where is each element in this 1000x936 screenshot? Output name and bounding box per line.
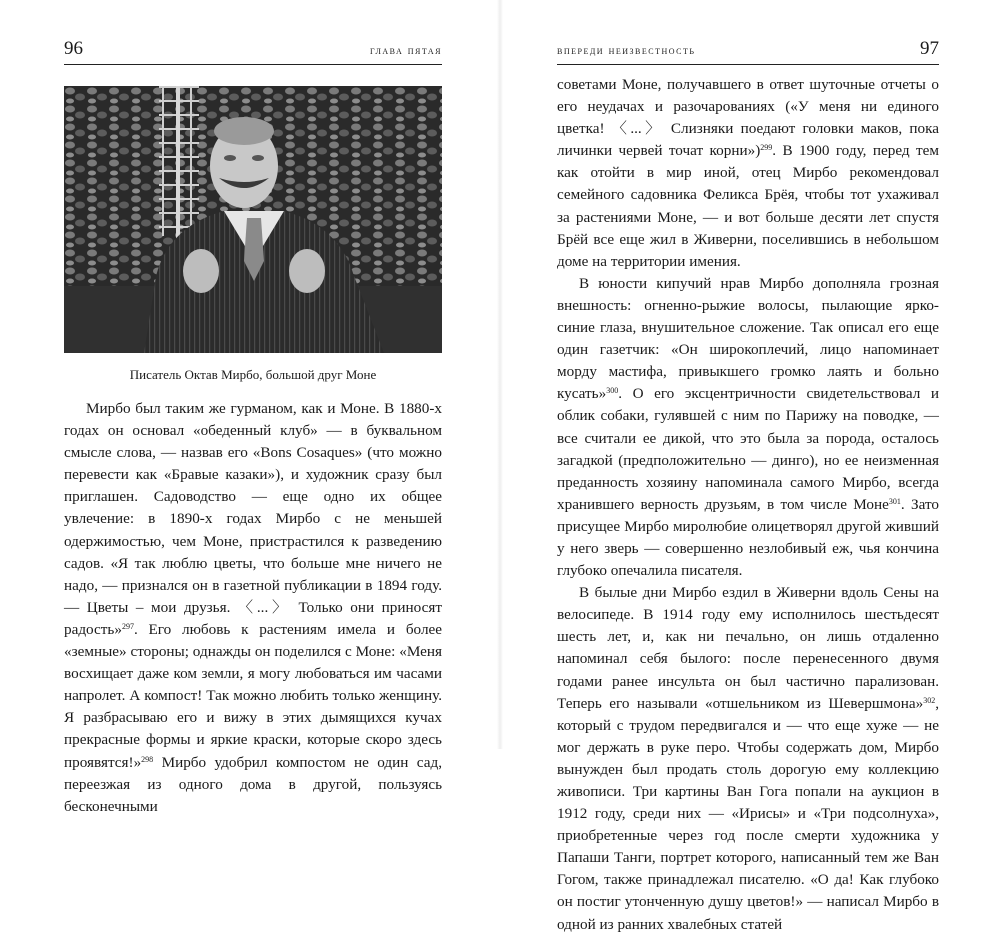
body-text: . В 1900 году, перед тем как отойти в мир иной, отец Мирбо рекомендовал семейного садовника Феликса Брёя, чтобы тот ухаживал за растениями Моне, — и вот больше десяти лет спустя Брёй все еще жил в Живерни, поселившись в небольшом доме на территории имения. (557, 142, 939, 270)
mirbeau-photo (64, 86, 442, 353)
body-text: В юности кипучий нрав Мирбо дополняла грозная внешность: огненно-рыжие волосы, пылающие ярко-синие глаза, внушительное сложение. Так описал его еще один газетчик: «Он широкоплечий, лицо напоминает морду мастифа, привыкшего громко лаять и больно кусать» (557, 274, 939, 403)
body-text: , который с трудом передвигался и — что еще хуже — не мог держать в руке перо. Чтобы содержать дом, Мирбо вынужден был продать столь дорогую ему коллекцию живописи. Три картины Ван Гога попали на аукцион в 1912 году, среди них — «Ирисы» и «Три подсолнуха», приобретенные через год после смерти художника у Папаши Танги, портрет которого, написанный тем же Ван Гогом, также принадлежал писателю. «О да! Как глубоко он постиг утонченную душу цветов!» — написал Мирбо в одной из ранних хвалебных статей (557, 694, 939, 933)
right-page-number: 97 (920, 38, 939, 59)
footnote-ref: 297 (121, 621, 134, 631)
body-text: . О его эксцентричности свидетельствовал и облик собаки, гулявшей с ним по Парижу на поводке, — все считали ее дикой, что это была за порода, осталось загадкой (предположительно — динго), но ее неизменная преданность хозяину напоминала самого Мирбо, всегда хранившего верность друзьям, в том числе Моне (557, 385, 939, 513)
footnote-ref: 302 (923, 695, 936, 705)
right-page (500, 0, 1000, 933)
right-paragraph (557, 273, 939, 582)
left-page-number: 96 (64, 38, 83, 59)
body-text: . Зато присущее Мирбо миролюбие олицетворял другой живший у него зверь — совершенно незлобивый еж, чья кончина глубоко опечалила писателя. (557, 495, 939, 580)
right-page-header (557, 36, 939, 65)
left-running-head: глава пятая (369, 43, 442, 57)
photo-caption: Писатель Октав Мирбо, большой друг Моне (129, 367, 377, 382)
footnote-ref: 298 (141, 754, 154, 764)
right-paragraph (557, 582, 939, 936)
footnote-ref: 301 (888, 496, 901, 506)
right-paragraph (557, 74, 939, 273)
left-page-body (64, 398, 442, 818)
footnote-ref: 300 (606, 386, 619, 396)
mirbeau-photo-image (64, 86, 442, 353)
left-paragraph (64, 398, 442, 818)
body-text: Мирбо был таким же гурманом, как и Моне. В 1880-х годах он основал «обеденный клуб» — в буквальном смысле слова, — назвав его «Bons Cosaques» (что можно перевести как «Бравые казаки»), и художник сразу был приглашен. Садоводство — еще одно их общее увлечение: в 1890-х годах Мирбо с не меньшей одержимостью, чем Моне, пристрастился к разведению садов. «Я так люблю цветы, что больше мне ничего не надо, — признался он в газетной публикации в 1894 году. — Цветы – мои друзья. 〈...〉 Только они приносят радость» (64, 400, 442, 638)
right-running-head: впереди неизвестность (557, 43, 696, 57)
body-text: . Его любовь к растениям имела и более «земные» стороны; однажды он поделился с Моне: «Меня восхищает даже ком земли, я могу любоваться им часами напролет. А компост! Так можно любить только женщину. Я разбрасываю его и вижу в этих дымящихся кучах прекрасные формы и яркие краски, которые скоро здесь проявятся!» (64, 620, 442, 771)
right-page-body (557, 74, 939, 936)
body-text: Мирбо удобрил компостом не один сад, переезжая из одного дома в другой, пользуясь бесконечными (64, 753, 442, 815)
left-page-header (64, 36, 442, 65)
body-text: В былые дни Мирбо ездил в Живерни вдоль Сены на велосипеде. В 1914 году ему исполнилось шестьдесят шесть лет, и, как ни печально, он лишь отдаленно напоминал себя былого: после перенесенного двумя годами ранее инсульта он был частично парализован. Теперь его называли «отшельником из Шевершмона» (557, 584, 939, 712)
body-text: советами Моне, получавшего в ответ шуточные отчеты о его неудачах и разочарованиях («У меня ни единого цветка! 〈...〉 Слизняки поедают головки маков, пока личинки червей точат корни») (557, 76, 939, 160)
footnote-ref: 299 (760, 143, 773, 153)
left-page (0, 0, 500, 815)
